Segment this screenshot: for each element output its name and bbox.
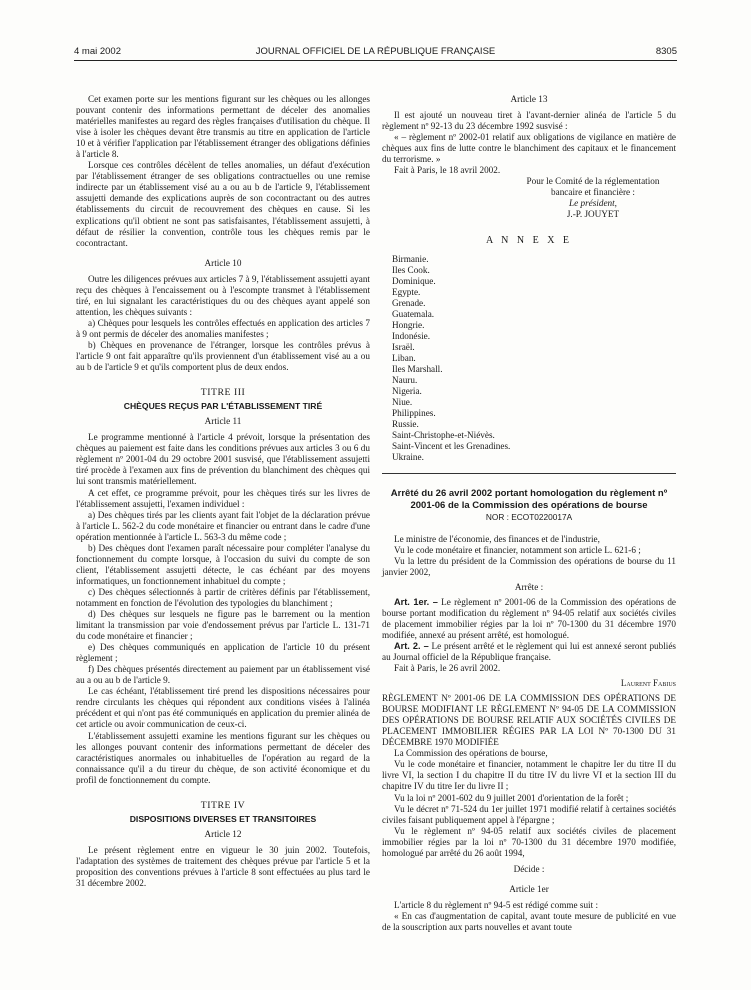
paragraph: Lorsque ces contrôles décèlent de telles anomalies, un défaut d'exécution par l'établissement étranger de ses obligations contractuelles ou une remise indirecte par un établissement visé au a ou au b de l'article 9, l'établissement assujetti demande des explications auprès de son cocontractant ou des autres établissements du circuit de recouvrement des chèques en cause. Si les explications qu'il obtient ne sont pas satisfaisantes, l'établissement assujetti, à défaut de résilier la convention, contrôle tous les chèques remis par le cocontractant. [76, 160, 370, 248]
article-10-heading: Article 10 [204, 257, 242, 268]
article-1-text: Le règlement nº 2001-06 de la Commission des opérations de bourse portant modification du règlement nº 94-05 relatif aux sociétés civiles de placement immobilier régies par la loi nº 70-1300 du 31 décembre 1970 modifiée, annexé au présent arrêté, est homologué. [382, 596, 676, 640]
paragraph: Vu le décret nº 71-524 du 1er juillet 1971 modifié relatif à certaines sociétés civiles faisant publiquement appel à l'épargne ; [382, 803, 676, 825]
arrete-title: Arrêté du 26 avril 2002 portant homologation du règlement nº 2001-06 de la Commission des opérations de bourse [390, 488, 668, 511]
paragraph: Vu la loi nº 2001-602 du 9 juillet 2001 d'orientation de la forêt ; [394, 792, 629, 803]
paragraph: a) Des chèques tirés par les clients ayant fait l'objet de la déclaration prévue à l'article L. 562-2 du code monétaire et financier ou entrant dans le cadre d'une opération mentionnée à l'article L. 563-3 du même code ; [76, 509, 370, 542]
header-date: 4 mai 2002 [74, 46, 122, 57]
annexe-country-item: Iles Cook. [392, 264, 430, 275]
article-2-text: Le présent arrêté et le règlement qui lui est annexé seront publiés au Journal officiel de la République française. [382, 640, 676, 662]
article-11-heading: Article 11 [204, 416, 242, 427]
annexe-country-item: Israël. [392, 341, 415, 352]
paragraph: e) Des chèques communiqués en application de l'article 10 du présent règlement ; [76, 642, 370, 664]
article-1-label: Art. 1er. – [394, 596, 438, 607]
signatory-name: Laurent Fabius [620, 678, 676, 689]
annexe-country-item: Egypte. [392, 286, 421, 297]
article-1-paragraph [382, 597, 676, 641]
paragraph: c) Des chèques sélectionnés à partir de critères définis par l'établissement, notamment en fonction de l'évolution des typologies du blanchiment ; [76, 586, 370, 608]
signatory-body-line: bancaire et financière : [551, 187, 635, 198]
paragraph: b) Chèques en provenance de l'étranger, lorsque les contrôles prévus à l'article 9 ont fait apparaître qu'ils proviennent d'un établissement visé au a ou au b de l'article 9 et qu'ils comportent plus de deux endos. [76, 339, 370, 373]
annexe-country-list [382, 254, 676, 464]
titre-4-subheading: DISPOSITIONS DIVERSES ET TRANSITOIRES [129, 813, 317, 824]
annexe-country-item: Saint-Christophe-et-Niévès. [392, 430, 495, 441]
annexe-country-item: Guatemala. [392, 308, 435, 319]
annexe-country-item: Nigeria. [392, 386, 422, 397]
titre-3-heading: TITRE III [200, 387, 246, 399]
right-column [382, 94, 676, 933]
signatory-role: Le président, [569, 198, 617, 209]
paragraph: Cet examen porte sur les mentions figurant sur les chèques ou les allonges pouvant contenir des informations permettant de déceler des anomalies matérielles manifestes au regard des règles françaises d'utilisation du chèque. Il vise à isoler les chèques devant être transmis au titre en application de l'article 10 et à vérifier l'application par l'établissement étranger des obligations définies à l'article 8. [76, 94, 370, 160]
annexe-country-item: Birmanie. [392, 253, 429, 264]
paragraph: Outre les diligences prévues aux articles 7 à 9, l'établissement assujetti ayant reçu des chèques à l'encaissement ou à l'escompte transmet à l'établissement tiré, en lui signalant les caractéristiques du ou des chèques ayant appelé son attention, les chèques suivants : [76, 273, 370, 317]
article-13-heading: Article 13 [510, 94, 548, 104]
annexe-heading: A N N E X E [485, 234, 573, 246]
paragraph: A cet effet, ce programme prévoit, pour les chèques tirés sur les livres de l'établissement assujetti, l'examen individuel : [76, 487, 370, 509]
annexe-country-item: Dominique. [392, 275, 436, 286]
signatory-body-line: Pour le Comité de la réglementation [526, 176, 660, 187]
annexe-country-item: Saint-Vincent et les Grenadines. [392, 441, 511, 452]
left-column [76, 94, 370, 889]
annexe-country-item: Philippines. [392, 408, 436, 419]
annexe-country-item: Niue. [392, 397, 413, 408]
paragraph: Il est ajouté un nouveau tiret à l'avant-dernier alinéa de l'article 5 du règlement nº 92-13 du 23 décembre 1992 susvisé : [382, 110, 676, 132]
nor-reference: NOR : ECOT0220017A [485, 512, 573, 523]
annexe-country-item: Nauru. [392, 375, 418, 386]
paragraph: Le cas échéant, l'établissement tiré prend les dispositions nécessaires pour rendre circulants les chèques qui répondent aux conditions visées à l'alinéa précédent et qui n'ont pas été communiqués en application du premier alinéa de cet article ou avoir communication de ceux-ci. [76, 686, 370, 730]
paragraph: b) Des chèques dont l'examen paraît nécessaire pour compléter l'analyse du fonctionnement du compte lorsque, à l'occasion du suivi du compte de son client, l'établissement assujetti détecte, le cas échéant par des moyens informatiques, un fonctionnement inhabituel du compte ; [76, 542, 370, 586]
arrete-word: Arrête : [514, 581, 544, 592]
signature-date: Fait à Paris, le 26 avril 2002. [394, 663, 501, 674]
paragraph: « En cas d'augmentation de capital, avant toute mesure de publicité en vue de la souscription aux parts nouvelles et avant toute [382, 910, 676, 932]
titre-4-heading: TITRE IV [200, 799, 246, 811]
reglement-title: RÈGLEMENT Nº 2001-06 DE LA COMMISSION DES OPÉRATIONS DE BOURSE MODIFIANT LE RÈGLEMENT Nº 94-05 DE LA COMMISSION DES OPÉRATIONS DE BOURSE RELATIF AUX SOCIÉTÉS CIVILES DE PLACEMENT IMMOBILIER RÉGIES PAR LA LOI Nº 70-1300 DU 31 DÉCEMBRE 1970 MODIFIÉE [382, 693, 676, 748]
paragraph: Le présent règlement entre en vigueur le 30 juin 2002. Toutefois, l'adaptation des systèmes de traitement des chèques prévue par l'article 5 et la proposition des conventions prévues à l'article 8 sont effectuées au plus tard le 31 décembre 2002. [76, 844, 370, 889]
header-page-number: 8305 [655, 46, 677, 57]
paragraph: Vu le code monétaire et financier, notamment son article L. 621-6 ; [394, 544, 641, 555]
paragraph: L'établissement assujetti examine les mentions figurant sur les chèques ou les allonges pouvant contenir des informations permettant de déceler des caractéristiques anormales ou inhabituelles de l'opération au regard de la connaissance qu'il a du tireur du chèque, de son activité économique et du profil de fonctionnement du compte. [76, 730, 370, 785]
signature-date: Fait à Paris, le 18 avril 2002. [394, 165, 501, 176]
paragraph: Vu le règlement nº 94-05 relatif aux sociétés civiles de placement immobilier régies par la loi nº 70-1300 du 31 décembre 1970 modifiée, homologué par arrêté du 26 août 1994, [382, 825, 676, 858]
annexe-country-item: Iles Marshall. [392, 364, 443, 375]
article-12-heading: Article 12 [204, 828, 242, 839]
paragraph: Vu la lettre du président de la Commission des opérations de bourse du 11 janvier 2002, [382, 555, 676, 577]
annexe-country-item: Grenade. [392, 297, 426, 308]
paragraph: Le ministre de l'économie, des finances et de l'industrie, [394, 533, 600, 544]
paragraph: « – règlement nº 2002-01 relatif aux obligations de vigilance en matière de chèques aux fins de lutte contre le blanchiment des capitaux et le financement du terrorisme. » [382, 132, 676, 165]
page-header [74, 46, 677, 61]
paragraph: L'article 8 du règlement nº 94-5 est rédigé comme suit : [394, 899, 599, 910]
paragraph: a) Chèques pour lesquels les contrôles effectués en application des articles 7 à 9 ont permis de déceler des anomalies manifestes ; [76, 317, 370, 339]
paragraph: Le programme mentionné à l'article 4 prévoit, lorsque la présentation des chèques au paiement est faite dans les conditions prévues aux articles 3 ou 6 du règlement nº 2001-04 du 29 octobre 2001 susvisé, que l'établissement assujetti tiré procède à l'examen aux fins de prévention du blanchiment des chèques qui lui sont transmis matériellement. [76, 432, 370, 487]
article-1er-heading: Article 1er [509, 883, 549, 894]
decide-word: Décide : [513, 863, 545, 874]
annexe-country-item: Russie. [392, 419, 419, 430]
annexe-country-item: Ukraine. [392, 452, 424, 463]
header-journal-title: JOURNAL OFFICIEL DE LA RÉPUBLIQUE FRANÇAISE [255, 46, 496, 57]
divider [382, 473, 676, 474]
paragraph: La Commission des opérations de bourse, [394, 748, 548, 759]
titre-3-subheading: CHÈQUES REÇUS PAR L'ÉTABLISSEMENT TIRÉ [123, 401, 323, 412]
annexe-country-item: Liban. [392, 352, 416, 363]
annexe-country-item: Indonésie. [392, 330, 431, 341]
article-2-paragraph [382, 641, 676, 663]
annexe-country-item: Hongrie. [392, 319, 425, 330]
article-2-label: Art. 2. – [394, 640, 429, 651]
paragraph: f) Des chèques présentés directement au paiement par un établissement visé au a ou au b de l'article 9. [76, 664, 370, 686]
paragraph: Vu le code monétaire et financier, notamment le chapitre Ier du titre II du livre VI, la section I du chapitre II du titre IV du livre VI et la section III du chapitre IV du titre Ier du livre II ; [382, 759, 676, 792]
signatory-name: J.-P. JOUYET [566, 209, 620, 220]
paragraph: d) Des chèques sur lesquels ne figure pas le barrement ou la mention limitant la transmission par voie d'endossement prévus par l'article L. 131-71 du code monétaire et financier ; [76, 609, 370, 642]
